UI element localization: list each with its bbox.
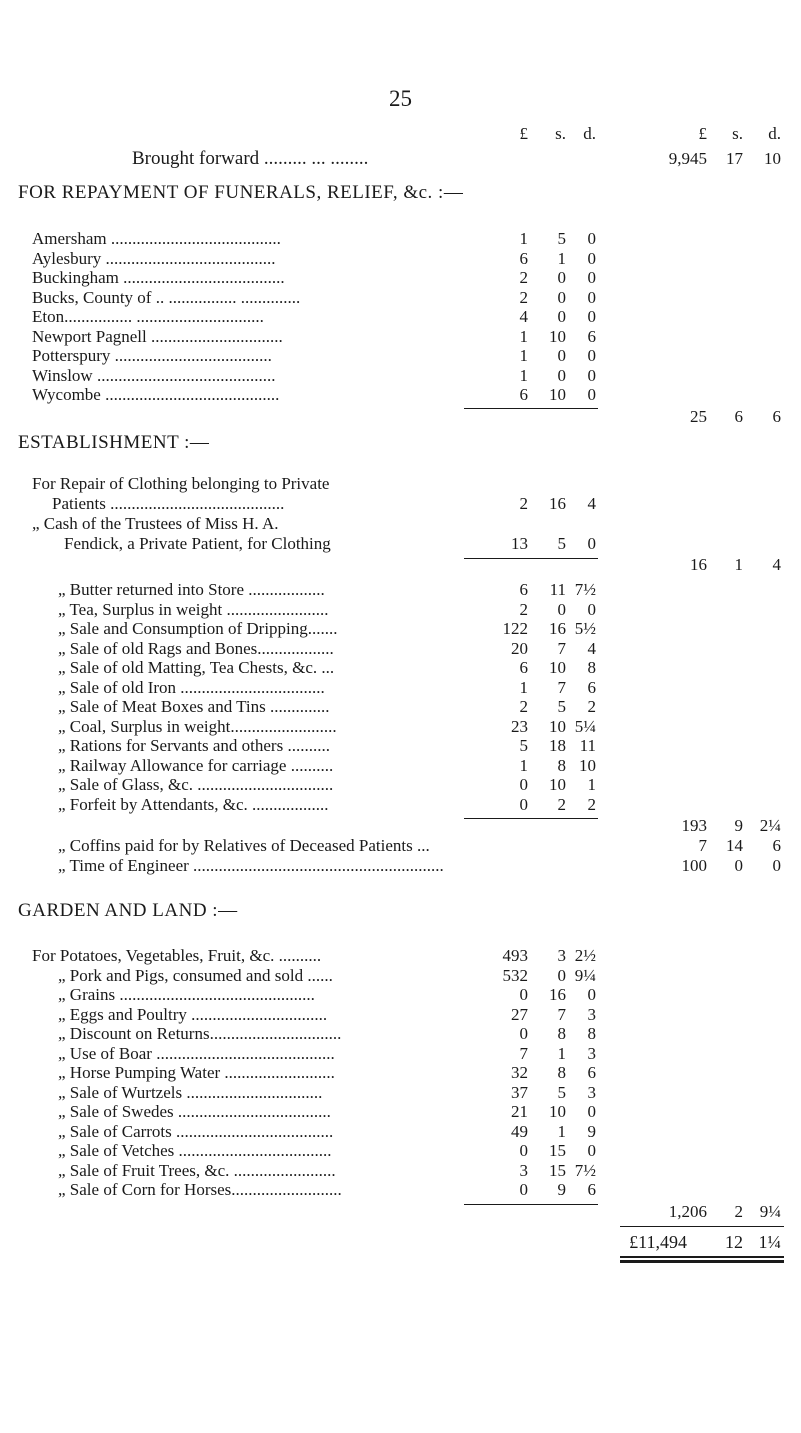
- establishment-extra-label: „ Coffins paid for by Relatives of Deceased Patients ...: [58, 836, 430, 855]
- establishment-extra-shillings: 0: [734, 855, 743, 875]
- establishment-extra-shillings: 14: [726, 836, 743, 855]
- funerals-section-title: FOR REPAYMENT OF FUNERALS, RELIEF, &c. :—: [18, 182, 464, 203]
- funeral-row-label: Amersham ........................................: [32, 229, 281, 248]
- establishment-row-shillings: 11: [549, 580, 566, 599]
- garden-row-label: „ Eggs and Poultry ................................: [58, 1004, 328, 1024]
- funeral-row-pence: 0: [587, 307, 596, 326]
- funeral-row-pounds: 2: [519, 268, 528, 287]
- funeral-row-label: Bucks, County of .. ................ ..............: [32, 287, 301, 307]
- garden-subtotal-shillings: 2: [734, 1201, 743, 1221]
- garden-row-shillings: 10: [549, 1102, 566, 1121]
- establishment-row-label: „ Butter returned into Store ..................: [58, 580, 325, 599]
- garden-row-pence: 0: [587, 1141, 596, 1160]
- brought-forward-label: Brought forward ......... ... ........: [132, 148, 369, 169]
- establishment-row-label-line1: For Repair of Clothing belonging to Private: [32, 474, 330, 493]
- funeral-row-pence: 0: [587, 385, 596, 404]
- garden-row-label: „ Discount on Returns...............................: [58, 1024, 342, 1043]
- garden-row-pounds: 0: [519, 1024, 528, 1043]
- establishment-row-shillings: 7: [557, 677, 566, 697]
- funeral-row-shillings: 0: [557, 346, 566, 365]
- funeral-row-label: Wycombe .........................................: [32, 385, 280, 404]
- establishment-row-pence: 2: [587, 697, 596, 716]
- establishment-row-label: „ Sale of Meat Boxes and Tins ..............: [58, 697, 330, 716]
- establishment-row-shillings: 2: [557, 794, 566, 814]
- garden-row-pence: 3: [587, 1043, 596, 1063]
- establishment-row-label: „ Rations for Servants and others ..........: [58, 736, 330, 755]
- funeral-row-pence: 0: [587, 287, 596, 307]
- establishment-row-pence: 7½: [574, 580, 596, 599]
- establishment-row-label: „ Forfeit by Attendants, &c. ..................: [58, 794, 329, 814]
- establishment-row-shillings: 5: [557, 697, 566, 716]
- establishment-group2-subtotal-pounds: 193: [681, 816, 707, 835]
- garden-row-label: „ Horse Pumping Water ..........................: [58, 1063, 335, 1082]
- garden-row-pence: 0: [587, 985, 596, 1004]
- garden-subtotal-pounds: 1,206: [668, 1201, 707, 1221]
- establishment-row-pence: 5½: [574, 619, 596, 638]
- funeral-row-shillings: 0: [557, 365, 566, 385]
- establishment-row-pounds: 23: [511, 716, 528, 736]
- establishment-row-pounds: 2: [519, 697, 528, 716]
- funeral-row-pence: 0: [587, 229, 596, 248]
- grand-total-shillings: 12: [725, 1231, 743, 1252]
- garden-row-pence: 8: [587, 1024, 596, 1043]
- establishment-row-pence: 4: [587, 494, 596, 513]
- garden-row-label: „ Sale of Carrots .....................................: [58, 1121, 334, 1141]
- garden-row-shillings: 15: [549, 1141, 566, 1160]
- establishment-row-pounds: 6: [519, 580, 528, 599]
- funeral-row-pounds: 1: [519, 326, 528, 346]
- funeral-row-pence: 6: [587, 326, 596, 346]
- establishment-row-pounds: 1: [519, 677, 528, 697]
- establishment-extra-pounds: 7: [698, 836, 707, 855]
- garden-row-pounds: 21: [511, 1102, 528, 1121]
- establishment-row-pounds: 2: [519, 599, 528, 619]
- garden-rule: [464, 1204, 598, 1205]
- funeral-row-pounds: 6: [519, 248, 528, 268]
- garden-row-pence: 3: [587, 1082, 596, 1102]
- establishment-row-pence: 0: [587, 534, 596, 553]
- establishment-row-pence: 10: [579, 755, 596, 775]
- establishment-row-shillings: 16: [549, 494, 566, 513]
- establishment-row-label: „ Sale of Glass, &c. ................................: [58, 775, 334, 794]
- garden-row-shillings: 7: [557, 1004, 566, 1024]
- establishment-extra-label: „ Time of Engineer ...........................................................: [58, 855, 444, 875]
- establishment-row-label: „ Tea, Surplus in weight ........................: [58, 599, 329, 619]
- garden-row-pence: 6: [587, 1063, 596, 1082]
- inner-header-1: s.: [555, 124, 566, 143]
- establishment-group1-subtotal-pence: 4: [772, 555, 781, 574]
- garden-row-label: „ Sale of Wurtzels ................................: [58, 1082, 323, 1102]
- establishment-row-label-line2: Patients .........................................: [52, 494, 285, 513]
- establishment-row-pounds: 122: [502, 619, 528, 638]
- garden-subtotal-pence: 9¼: [759, 1201, 781, 1221]
- establishment-row-pence: 6: [587, 677, 596, 697]
- funeral-row-label: Eton................ ..............................: [32, 307, 264, 326]
- garden-row-shillings: 16: [549, 985, 566, 1004]
- establishment-row-pounds: 13: [511, 534, 528, 553]
- brought-forward-shillings: 17: [726, 149, 743, 168]
- garden-row-label: „ Pork and Pigs, consumed and sold ......: [58, 965, 333, 985]
- establishment-row-pounds: 20: [511, 638, 528, 658]
- garden-row-pence: 3: [587, 1004, 596, 1024]
- garden-row-pounds: 49: [511, 1121, 528, 1141]
- establishment-row-pounds: 2: [519, 494, 528, 513]
- grand-total-pence: 1¼: [758, 1231, 781, 1252]
- funeral-row-pence: 0: [587, 248, 596, 268]
- garden-row-label: „ Use of Boar ..........................................: [58, 1043, 335, 1063]
- establishment-row-pence: 11: [579, 736, 596, 755]
- establishment-row-pence: 2: [587, 794, 596, 814]
- garden-row-shillings: 1: [557, 1043, 566, 1063]
- establishment-row-pounds: 6: [519, 658, 528, 677]
- establishment-row-label: „ Sale of old Rags and Bones..................: [58, 638, 334, 658]
- garden-row-shillings: 8: [557, 1063, 566, 1082]
- garden-row-pounds: 493: [502, 946, 528, 965]
- brought-forward-pounds: 9,945: [668, 149, 707, 168]
- garden-row-pounds: 0: [519, 985, 528, 1004]
- garden-row-pence: 9¼: [574, 965, 596, 985]
- funeral-row-pounds: 1: [519, 365, 528, 385]
- funeral-row-shillings: 0: [557, 287, 566, 307]
- funeral-row-pence: 0: [587, 346, 596, 365]
- funeral-row-pounds: 6: [519, 385, 528, 404]
- inner-header-2: d.: [583, 124, 596, 143]
- garden-row-label: „ Sale of Swedes ....................................: [58, 1102, 331, 1121]
- funerals-rule: [464, 408, 598, 409]
- establishment-extra-pence: 0: [772, 855, 781, 875]
- establishment-extra-pence: 6: [772, 836, 781, 855]
- establishment-group1-subtotal-shillings: 1: [734, 555, 743, 574]
- establishment-group1-rule: [464, 558, 598, 559]
- establishment-group2-subtotal-shillings: 9: [734, 816, 743, 835]
- establishment-row-label: „ Sale of old Matting, Tea Chests, &c. ...: [58, 658, 335, 677]
- establishment-row-pounds: 0: [519, 775, 528, 794]
- funeral-row-shillings: 1: [557, 248, 566, 268]
- establishment-row-pence: 4: [587, 638, 596, 658]
- garden-row-shillings: 9: [557, 1180, 566, 1199]
- garden-row-pence: 6: [587, 1180, 596, 1199]
- establishment-row-shillings: 16: [549, 619, 566, 638]
- garden-row-shillings: 1: [557, 1121, 566, 1141]
- establishment-section-title: ESTABLISHMENT :—: [18, 432, 210, 453]
- funeral-row-pounds: 1: [519, 346, 528, 365]
- garden-row-pounds: 532: [502, 965, 528, 985]
- establishment-row-label-line2: Fendick, a Private Patient, for Clothing: [64, 534, 331, 553]
- funeral-row-pounds: 4: [519, 307, 528, 326]
- funeral-row-shillings: 10: [549, 385, 566, 404]
- establishment-row-pounds: 1: [519, 755, 528, 775]
- funeral-row-label: Buckingham ......................................: [32, 268, 285, 287]
- funeral-row-pence: 0: [587, 268, 596, 287]
- establishment-row-shillings: 8: [557, 755, 566, 775]
- garden-row-label: „ Grains ..............................................: [58, 985, 315, 1004]
- garden-row-shillings: 5: [557, 1082, 566, 1102]
- grand-total-rule-bottom-1: [620, 1256, 784, 1258]
- page-number: 25: [389, 86, 412, 111]
- funerals-subtotal-shillings: 6: [734, 406, 743, 426]
- garden-row-pounds: 0: [519, 1180, 528, 1199]
- establishment-row-shillings: 18: [549, 736, 566, 755]
- establishment-row-pence: 1: [587, 775, 596, 794]
- funeral-row-pounds: 1: [519, 229, 528, 248]
- grand-total-pounds: £11,494: [629, 1231, 687, 1252]
- garden-row-pounds: 37: [511, 1082, 528, 1102]
- garden-row-shillings: 8: [557, 1024, 566, 1043]
- establishment-group2-subtotal-pence: 2¼: [759, 816, 781, 835]
- grand-total-rule-bottom-2: [620, 1260, 784, 1263]
- funerals-subtotal-pounds: 25: [690, 406, 707, 426]
- garden-row-pounds: 3: [519, 1160, 528, 1180]
- funeral-row-shillings: 0: [557, 307, 566, 326]
- funeral-row-shillings: 0: [557, 268, 566, 287]
- funeral-row-pounds: 2: [519, 287, 528, 307]
- garden-row-shillings: 15: [549, 1160, 566, 1180]
- garden-row-pounds: 7: [519, 1043, 528, 1063]
- garden-section-title: GARDEN AND LAND :—: [18, 900, 238, 921]
- establishment-group2-rule: [464, 818, 598, 819]
- garden-row-pence: 7½: [574, 1160, 596, 1180]
- funeral-row-label: Potterspury .....................................: [32, 346, 272, 365]
- establishment-row-pence: 8: [587, 658, 596, 677]
- funeral-row-label: Aylesbury ........................................: [32, 248, 276, 268]
- establishment-row-pence: 0: [587, 599, 596, 619]
- establishment-extra-pounds: 100: [681, 855, 707, 875]
- establishment-row-pounds: 5: [519, 736, 528, 755]
- outer-header-1: s.: [732, 124, 743, 143]
- garden-row-shillings: 3: [557, 946, 566, 965]
- garden-row-label: For Potatoes, Vegetables, Fruit, &c. ..........: [32, 946, 322, 965]
- funeral-row-pence: 0: [587, 365, 596, 385]
- establishment-row-shillings: 5: [557, 534, 566, 553]
- grand-total-rule-top: [620, 1226, 784, 1227]
- garden-row-pence: 2½: [574, 946, 596, 965]
- outer-header-0: £: [698, 124, 707, 143]
- establishment-row-shillings: 7: [557, 638, 566, 658]
- establishment-row-shillings: 10: [549, 716, 566, 736]
- establishment-row-label: „ Sale and Consumption of Dripping.......: [58, 619, 338, 638]
- establishment-row-shillings: 10: [549, 775, 566, 794]
- funeral-row-shillings: 5: [557, 229, 566, 248]
- establishment-row-label: „ Railway Allowance for carriage ..........: [58, 755, 334, 775]
- funeral-row-shillings: 10: [549, 326, 566, 346]
- garden-row-shillings: 0: [557, 965, 566, 985]
- funeral-row-label: Winslow ..........................................: [32, 365, 276, 385]
- establishment-row-label: „ Coal, Surplus in weight.........................: [58, 716, 337, 736]
- establishment-row-label-line1: „ Cash of the Trustees of Miss H. A.: [32, 514, 279, 533]
- establishment-row-shillings: 0: [557, 599, 566, 619]
- garden-row-pence: 0: [587, 1102, 596, 1121]
- funeral-row-label: Newport Pagnell ...............................: [32, 326, 283, 346]
- garden-row-pence: 9: [587, 1121, 596, 1141]
- brought-forward-pence: 10: [764, 149, 781, 168]
- funerals-subtotal-pence: 6: [772, 406, 781, 426]
- garden-row-pounds: 0: [519, 1141, 528, 1160]
- establishment-row-shillings: 10: [549, 658, 566, 677]
- garden-row-pounds: 27: [511, 1004, 528, 1024]
- garden-row-label: „ Sale of Corn for Horses..........................: [58, 1180, 342, 1199]
- garden-row-label: „ Sale of Fruit Trees, &c. ........................: [58, 1160, 336, 1180]
- garden-row-pounds: 32: [511, 1063, 528, 1082]
- inner-header-0: £: [519, 124, 528, 143]
- outer-header-2: d.: [768, 124, 781, 143]
- garden-row-label: „ Sale of Vetches ....................................: [58, 1141, 332, 1160]
- establishment-row-pence: 5¼: [574, 716, 596, 736]
- establishment-row-pounds: 0: [519, 794, 528, 814]
- establishment-group1-subtotal-pounds: 16: [690, 555, 707, 574]
- establishment-row-label: „ Sale of old Iron ..................................: [58, 677, 325, 697]
